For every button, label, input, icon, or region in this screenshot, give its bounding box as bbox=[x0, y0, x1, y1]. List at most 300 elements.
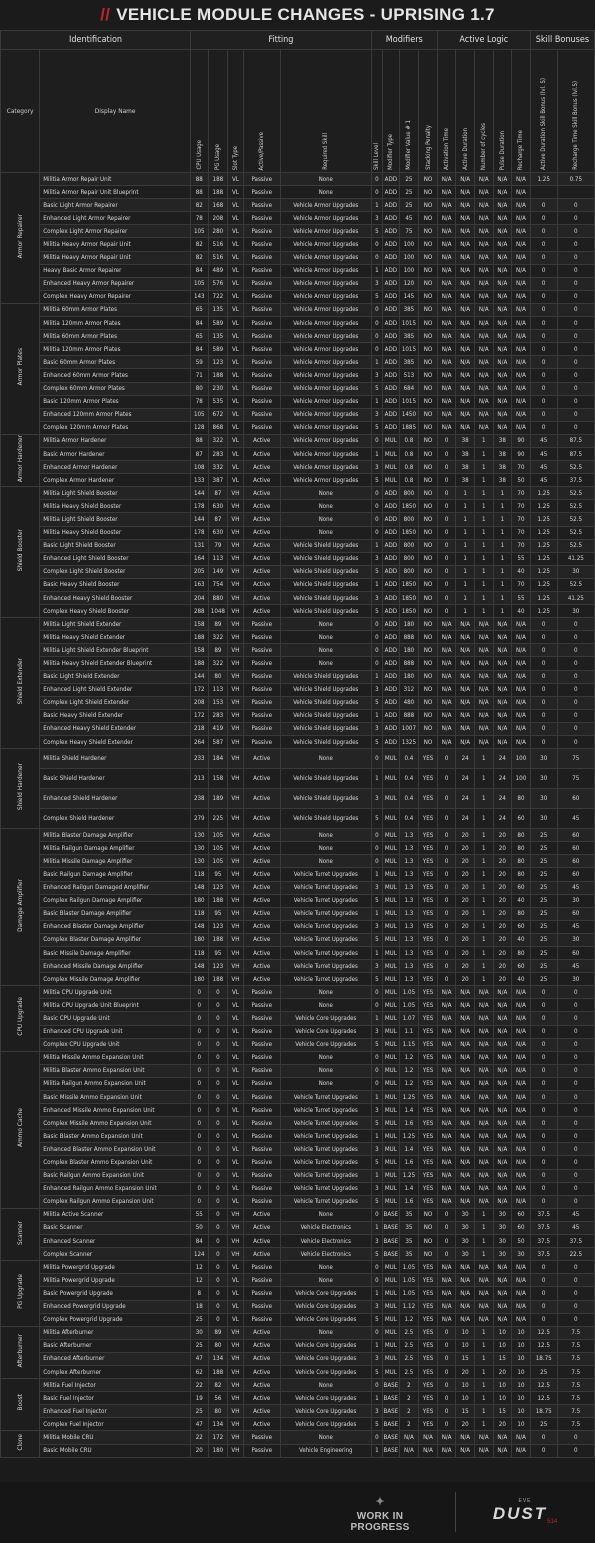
data-cell: 1.25 bbox=[530, 539, 557, 552]
data-cell: 1 bbox=[474, 842, 493, 855]
data-cell: MUL bbox=[383, 1300, 400, 1313]
data-cell: 1.3 bbox=[399, 894, 419, 907]
column-header bbox=[557, 50, 594, 173]
data-cell: 0 bbox=[208, 1130, 228, 1143]
data-cell: N/A bbox=[456, 212, 475, 225]
data-cell: N/A bbox=[512, 290, 531, 303]
module-name-cell: Basic Heavy Shield Booster bbox=[40, 578, 191, 591]
data-cell: 0 bbox=[557, 277, 594, 290]
data-cell: 30 bbox=[557, 605, 594, 618]
data-cell: VL bbox=[228, 1156, 243, 1169]
data-cell: NO bbox=[419, 500, 438, 513]
data-cell: Active bbox=[243, 1352, 280, 1365]
data-cell: Vehicle Armor Upgrades bbox=[280, 474, 371, 487]
data-cell: MUL bbox=[383, 1287, 400, 1300]
data-cell: 0.75 bbox=[557, 173, 594, 186]
data-cell: YES bbox=[419, 1182, 438, 1195]
data-cell: YES bbox=[419, 999, 438, 1012]
data-cell: 0 bbox=[530, 999, 557, 1012]
data-cell: 30 bbox=[530, 809, 557, 829]
data-cell: 75 bbox=[399, 225, 419, 238]
data-cell: VH bbox=[228, 769, 243, 789]
data-cell: N/A bbox=[493, 317, 512, 330]
data-cell: 1.3 bbox=[399, 855, 419, 868]
data-cell: Vehicle Shield Upgrades bbox=[280, 709, 371, 722]
data-cell: 38 bbox=[456, 461, 475, 474]
data-cell: ADD bbox=[383, 173, 400, 186]
data-cell: 7.5 bbox=[557, 1405, 594, 1418]
data-cell: 0 bbox=[530, 277, 557, 290]
data-cell: Active bbox=[243, 789, 280, 809]
data-cell: 5 bbox=[371, 1313, 382, 1326]
data-cell: Vehicle Core Upgrades bbox=[280, 1352, 371, 1365]
data-cell: 0 bbox=[557, 408, 594, 421]
data-cell: 55 bbox=[512, 552, 531, 565]
data-cell: ADD bbox=[383, 369, 400, 382]
data-cell: 0 bbox=[437, 447, 456, 460]
category-label: Shield Extender bbox=[15, 658, 24, 705]
data-cell: 2.5 bbox=[399, 1339, 419, 1352]
data-cell: 144 bbox=[191, 487, 209, 500]
data-cell: 0 bbox=[530, 1077, 557, 1090]
data-cell: 1 bbox=[474, 907, 493, 920]
data-cell: Passive bbox=[243, 369, 280, 382]
data-cell: N/A bbox=[437, 657, 456, 670]
data-cell: 0 bbox=[557, 251, 594, 264]
data-cell: 1.2 bbox=[399, 1077, 419, 1090]
data-cell: 25 bbox=[530, 1418, 557, 1431]
data-cell: Vehicle Core Upgrades bbox=[280, 1012, 371, 1025]
data-cell: 1 bbox=[474, 1379, 493, 1392]
data-cell: YES bbox=[419, 1025, 438, 1038]
data-cell: 15 bbox=[456, 1352, 475, 1365]
module-name-cell: Militia 120mm Armor Plates bbox=[40, 317, 191, 330]
category-cell bbox=[1, 1431, 40, 1457]
data-cell: N/A bbox=[474, 1143, 493, 1156]
data-cell: 38 bbox=[456, 447, 475, 460]
data-cell: Passive bbox=[243, 1104, 280, 1117]
data-cell: MUL bbox=[383, 1130, 400, 1143]
data-cell: 87 bbox=[208, 513, 228, 526]
data-cell: N/A bbox=[474, 173, 493, 186]
data-cell: 1 bbox=[474, 605, 493, 618]
data-cell: VL bbox=[228, 986, 243, 999]
data-cell: 158 bbox=[191, 618, 209, 631]
data-cell: 0 bbox=[557, 1025, 594, 1038]
module-name-cell: Basic Missile Damage Amplifier bbox=[40, 946, 191, 959]
module-name-cell: Militia Railgun Damage Amplifier bbox=[40, 842, 191, 855]
data-cell: 1 bbox=[474, 565, 493, 578]
data-cell: 0 bbox=[557, 421, 594, 434]
data-cell: VH bbox=[228, 592, 243, 605]
data-cell: 59 bbox=[191, 356, 209, 369]
data-cell: 0 bbox=[191, 1104, 209, 1117]
data-cell: N/A bbox=[512, 670, 531, 683]
data-cell: VH bbox=[228, 565, 243, 578]
data-cell: N/A bbox=[456, 986, 475, 999]
data-cell: N/A bbox=[437, 670, 456, 683]
data-cell: Passive bbox=[243, 999, 280, 1012]
module-name-cell: Complex 60mm Armor Plates bbox=[40, 382, 191, 395]
table-row bbox=[1, 769, 595, 789]
module-name-cell: Complex Afterburner bbox=[40, 1365, 191, 1378]
data-cell: YES bbox=[419, 1012, 438, 1025]
data-cell: 60 bbox=[512, 809, 531, 829]
data-cell: YES bbox=[419, 1287, 438, 1300]
data-cell: 0 bbox=[437, 868, 456, 881]
dust514-logo bbox=[470, 1498, 580, 1525]
data-cell: 0 bbox=[371, 999, 382, 1012]
data-cell: Passive bbox=[243, 303, 280, 316]
data-cell: 3 bbox=[371, 592, 382, 605]
data-cell: 0 bbox=[371, 513, 382, 526]
data-cell: None bbox=[280, 526, 371, 539]
data-cell: N/A bbox=[512, 1117, 531, 1130]
data-cell: 1.05 bbox=[399, 986, 419, 999]
data-cell: 419 bbox=[208, 722, 228, 735]
data-cell: 1850 bbox=[399, 592, 419, 605]
module-name-cell: Militia Mobile CRU bbox=[40, 1431, 191, 1444]
data-cell: N/A bbox=[493, 330, 512, 343]
data-cell: 1.3 bbox=[399, 933, 419, 946]
data-cell: MUL bbox=[383, 907, 400, 920]
data-cell: 80 bbox=[512, 946, 531, 959]
data-cell: Active bbox=[243, 487, 280, 500]
data-cell: 52.5 bbox=[557, 578, 594, 591]
data-cell: 30 bbox=[456, 1248, 475, 1261]
data-cell: 1 bbox=[474, 868, 493, 881]
data-cell: 1 bbox=[456, 539, 475, 552]
module-name-cell: Complex Armor Hardener bbox=[40, 474, 191, 487]
table-row bbox=[1, 474, 595, 487]
data-cell: 0 bbox=[530, 1156, 557, 1169]
data-cell: MUL bbox=[383, 855, 400, 868]
data-cell: NO bbox=[419, 526, 438, 539]
table-row bbox=[1, 749, 595, 769]
data-cell: 45 bbox=[557, 881, 594, 894]
data-cell: 0 bbox=[557, 343, 594, 356]
data-cell: YES bbox=[419, 907, 438, 920]
column-header bbox=[371, 50, 382, 173]
data-cell: N/A bbox=[493, 1104, 512, 1117]
module-name-cell: Complex Blaster Damage Amplifier bbox=[40, 933, 191, 946]
data-cell: 1 bbox=[493, 592, 512, 605]
data-cell: 1 bbox=[474, 829, 493, 842]
data-cell: 0 bbox=[557, 1274, 594, 1287]
data-cell: 5 bbox=[371, 1038, 382, 1051]
data-cell: Vehicle Armor Upgrades bbox=[280, 461, 371, 474]
data-cell: VH bbox=[228, 552, 243, 565]
data-cell: 60 bbox=[557, 946, 594, 959]
data-cell: ADD bbox=[383, 644, 400, 657]
data-cell: 0 bbox=[371, 842, 382, 855]
data-cell: VL bbox=[228, 1274, 243, 1287]
data-cell: N/A bbox=[437, 264, 456, 277]
data-cell: 0.4 bbox=[399, 769, 419, 789]
data-cell: 0 bbox=[557, 1077, 594, 1090]
data-cell: MUL bbox=[383, 1156, 400, 1169]
data-cell: 5 bbox=[371, 696, 382, 709]
data-cell: Vehicle Armor Upgrades bbox=[280, 199, 371, 212]
data-cell: N/A bbox=[493, 1064, 512, 1077]
data-cell: 2.5 bbox=[399, 1352, 419, 1365]
table-row bbox=[1, 1326, 595, 1339]
data-cell: YES bbox=[419, 1300, 438, 1313]
data-cell: N/A bbox=[493, 251, 512, 264]
table-row bbox=[1, 317, 595, 330]
data-cell: VH bbox=[228, 513, 243, 526]
data-cell: 0 bbox=[530, 644, 557, 657]
data-cell: 20 bbox=[456, 868, 475, 881]
data-cell: 35 bbox=[399, 1248, 419, 1261]
data-cell: N/A bbox=[474, 1156, 493, 1169]
data-cell: 1 bbox=[474, 933, 493, 946]
data-cell: N/A bbox=[474, 356, 493, 369]
data-cell: Vehicle Core Upgrades bbox=[280, 1418, 371, 1431]
data-cell: 45 bbox=[530, 434, 557, 447]
data-cell: 1 bbox=[493, 539, 512, 552]
data-cell: Vehicle Shield Upgrades bbox=[280, 578, 371, 591]
data-cell: 5 bbox=[371, 382, 382, 395]
data-cell: Vehicle Armor Upgrades bbox=[280, 251, 371, 264]
table-row bbox=[1, 1169, 595, 1182]
data-cell: Vehicle Core Upgrades bbox=[280, 1313, 371, 1326]
data-cell: Passive bbox=[243, 1143, 280, 1156]
data-cell: 3 bbox=[371, 1235, 382, 1248]
data-cell: N/A bbox=[437, 1117, 456, 1130]
table-row bbox=[1, 881, 595, 894]
data-cell: NO bbox=[419, 330, 438, 343]
data-cell: Vehicle Core Upgrades bbox=[280, 1339, 371, 1352]
module-name-cell: Militia Missile Damage Amplifier bbox=[40, 855, 191, 868]
data-cell: 0 bbox=[530, 408, 557, 421]
data-cell: ADD bbox=[383, 264, 400, 277]
data-cell: NO bbox=[419, 173, 438, 186]
data-cell: 135 bbox=[208, 303, 228, 316]
data-cell: YES bbox=[419, 1405, 438, 1418]
data-cell: 20 bbox=[493, 946, 512, 959]
data-cell: 1 bbox=[371, 1444, 382, 1457]
data-cell: 0 bbox=[371, 1261, 382, 1274]
data-cell: N/A bbox=[456, 421, 475, 434]
data-cell: 0 bbox=[437, 605, 456, 618]
category-label: Armor Hardener bbox=[15, 435, 24, 483]
data-cell: 1 bbox=[371, 264, 382, 277]
column-header bbox=[208, 50, 228, 173]
data-cell: N/A bbox=[512, 264, 531, 277]
data-cell: VH bbox=[228, 670, 243, 683]
data-cell: 123 bbox=[208, 960, 228, 973]
data-cell: 0 bbox=[437, 592, 456, 605]
data-cell: 0 bbox=[208, 1117, 228, 1130]
data-cell: Vehicle Turret Upgrades bbox=[280, 1156, 371, 1169]
data-cell: VL bbox=[228, 461, 243, 474]
data-cell: MUL bbox=[383, 1182, 400, 1195]
category-cell bbox=[1, 173, 40, 304]
data-cell: Passive bbox=[243, 1313, 280, 1326]
data-cell: Vehicle Core Upgrades bbox=[280, 1365, 371, 1378]
group-header-row bbox=[1, 31, 595, 50]
data-cell: N/A bbox=[399, 1444, 419, 1457]
data-cell: 1 bbox=[474, 960, 493, 973]
data-cell: N/A bbox=[474, 1091, 493, 1104]
data-cell: 80 bbox=[512, 829, 531, 842]
data-cell: N/A bbox=[456, 1261, 475, 1274]
data-cell: 41.25 bbox=[557, 592, 594, 605]
data-cell: Passive bbox=[243, 408, 280, 421]
data-cell: 70 bbox=[512, 513, 531, 526]
data-cell: NO bbox=[419, 186, 438, 199]
table-row bbox=[1, 1313, 595, 1326]
data-cell: 0 bbox=[557, 395, 594, 408]
data-cell: Vehicle Shield Upgrades bbox=[280, 809, 371, 829]
data-cell: Vehicle Turret Upgrades bbox=[280, 881, 371, 894]
data-cell: VH bbox=[228, 1392, 243, 1405]
data-cell: 0 bbox=[208, 1025, 228, 1038]
data-cell: 45 bbox=[557, 920, 594, 933]
category-cell bbox=[1, 1208, 40, 1260]
data-cell: N/A bbox=[474, 1300, 493, 1313]
data-cell: 0 bbox=[530, 631, 557, 644]
data-cell: N/A bbox=[512, 1130, 531, 1143]
data-cell: Vehicle Core Upgrades bbox=[280, 1405, 371, 1418]
data-cell: 0 bbox=[557, 1091, 594, 1104]
data-cell: 1 bbox=[456, 578, 475, 591]
data-cell: MUL bbox=[383, 894, 400, 907]
data-cell: 1850 bbox=[399, 526, 419, 539]
logo-eve: EVE bbox=[518, 1498, 532, 1504]
data-cell: 25 bbox=[530, 868, 557, 881]
data-cell: 5 bbox=[371, 894, 382, 907]
data-cell: 1.25 bbox=[399, 1130, 419, 1143]
data-cell: VL bbox=[228, 421, 243, 434]
data-cell: 3 bbox=[371, 1405, 382, 1418]
data-cell: Vehicle Shield Upgrades bbox=[280, 670, 371, 683]
data-cell: 1 bbox=[371, 1287, 382, 1300]
data-cell: VH bbox=[228, 881, 243, 894]
data-cell: 30 bbox=[530, 749, 557, 769]
table-row bbox=[1, 330, 595, 343]
data-cell: 65 bbox=[191, 330, 209, 343]
table-row bbox=[1, 1261, 595, 1274]
table-row bbox=[1, 251, 595, 264]
data-cell: ADD bbox=[383, 408, 400, 421]
data-cell: 8 bbox=[191, 1287, 209, 1300]
data-cell: 89 bbox=[208, 1326, 228, 1339]
data-cell: Vehicle Core Upgrades bbox=[280, 1287, 371, 1300]
data-cell: 0 bbox=[371, 618, 382, 631]
data-cell: VL bbox=[228, 447, 243, 460]
data-cell: Active bbox=[243, 461, 280, 474]
table-row bbox=[1, 709, 595, 722]
data-cell: N/A bbox=[512, 1156, 531, 1169]
data-cell: 1 bbox=[474, 881, 493, 894]
title-slashes: // bbox=[100, 5, 111, 24]
data-cell: Vehicle Core Upgrades bbox=[280, 1038, 371, 1051]
group-header: Skill Bonuses bbox=[530, 31, 594, 50]
data-cell: 0 bbox=[191, 999, 209, 1012]
data-cell: 89 bbox=[208, 644, 228, 657]
data-cell: 0 bbox=[437, 809, 456, 829]
data-cell: 0 bbox=[437, 789, 456, 809]
data-cell: YES bbox=[419, 769, 438, 789]
data-cell: 0 bbox=[371, 317, 382, 330]
data-cell: 37.5 bbox=[530, 1235, 557, 1248]
data-cell: ADD bbox=[383, 513, 400, 526]
data-cell: N/A bbox=[456, 1038, 475, 1051]
data-cell: N/A bbox=[512, 1300, 531, 1313]
data-cell: VL bbox=[228, 1051, 243, 1064]
data-cell: N/A bbox=[456, 1091, 475, 1104]
data-cell: ADD bbox=[383, 696, 400, 709]
data-cell: 60 bbox=[557, 907, 594, 920]
module-name-cell: Militia Light Shield Booster bbox=[40, 487, 191, 500]
data-cell: YES bbox=[419, 1064, 438, 1077]
data-cell: 50 bbox=[191, 1221, 209, 1234]
data-cell: 0 bbox=[557, 1143, 594, 1156]
module-name-cell: Complex Heavy Shield Extender bbox=[40, 736, 191, 749]
data-cell: MUL bbox=[383, 1261, 400, 1274]
data-cell: VH bbox=[228, 644, 243, 657]
column-header-label: Required Skill bbox=[322, 133, 330, 170]
data-cell: 5 bbox=[371, 565, 382, 578]
data-cell: N/A bbox=[437, 644, 456, 657]
data-cell: Active bbox=[243, 1339, 280, 1352]
data-cell: 164 bbox=[191, 552, 209, 565]
data-cell: Passive bbox=[243, 251, 280, 264]
data-cell: YES bbox=[419, 1104, 438, 1117]
data-cell: N/A bbox=[512, 277, 531, 290]
module-name-cell: Enhanced 60mm Armor Plates bbox=[40, 369, 191, 382]
data-cell: YES bbox=[419, 1091, 438, 1104]
data-cell: VH bbox=[228, 973, 243, 986]
table-row bbox=[1, 487, 595, 500]
data-cell: Passive bbox=[243, 1077, 280, 1090]
data-cell: 1 bbox=[474, 946, 493, 959]
data-cell: N/A bbox=[456, 277, 475, 290]
data-cell: N/A bbox=[512, 709, 531, 722]
data-cell: 0 bbox=[557, 199, 594, 212]
data-cell: 130 bbox=[191, 842, 209, 855]
data-cell: 0 bbox=[557, 1064, 594, 1077]
data-cell: N/A bbox=[493, 1261, 512, 1274]
data-cell: N/A bbox=[493, 1274, 512, 1287]
data-cell: 0 bbox=[208, 1077, 228, 1090]
data-cell: N/A bbox=[493, 408, 512, 421]
table-row bbox=[1, 1248, 595, 1261]
column-header-label: CPU Usage bbox=[195, 140, 203, 170]
category-cell bbox=[1, 1326, 40, 1378]
data-cell: Passive bbox=[243, 670, 280, 683]
data-cell: 60 bbox=[557, 829, 594, 842]
data-cell: 0 bbox=[208, 1104, 228, 1117]
data-cell: 30 bbox=[557, 933, 594, 946]
data-cell: 30 bbox=[557, 894, 594, 907]
data-cell: 7.5 bbox=[557, 1379, 594, 1392]
table-row bbox=[1, 618, 595, 631]
data-cell: N/A bbox=[456, 369, 475, 382]
data-cell: 0 bbox=[557, 709, 594, 722]
data-cell: VH bbox=[228, 487, 243, 500]
data-cell: YES bbox=[419, 1143, 438, 1156]
data-cell: 2 bbox=[399, 1418, 419, 1431]
data-cell: 38 bbox=[456, 474, 475, 487]
data-cell: N/A bbox=[456, 1051, 475, 1064]
data-cell: 1 bbox=[371, 1339, 382, 1352]
table-row bbox=[1, 1012, 595, 1025]
data-cell: 45 bbox=[399, 212, 419, 225]
data-cell: 0 bbox=[557, 631, 594, 644]
